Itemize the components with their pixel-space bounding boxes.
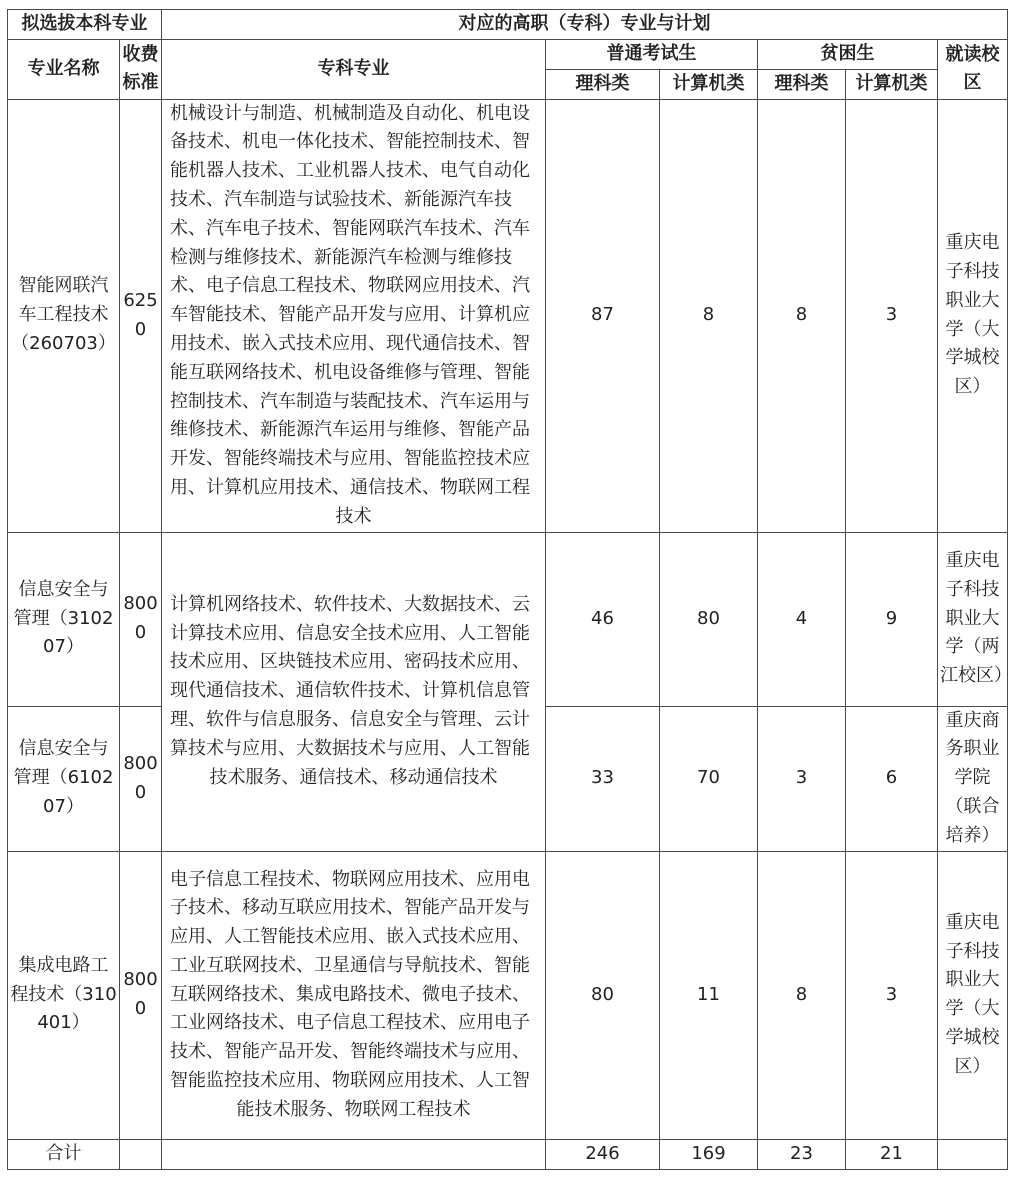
poor-science-count: 4 (758, 532, 846, 706)
total-campus-empty (938, 1139, 1008, 1169)
header-poor-science: 理科类 (758, 69, 846, 99)
header-regular-science: 理科类 (546, 69, 660, 99)
header-regular-computer: 计算机类 (660, 69, 758, 99)
header-vocational-plan-group: 对应的高职（专科）专业与计划 (162, 10, 1008, 40)
regular-science-count: 80 (546, 851, 660, 1139)
total-regular-science: 246 (546, 1139, 660, 1169)
poor-computer-count: 9 (846, 532, 938, 706)
regular-computer-count: 8 (660, 99, 758, 532)
total-label: 合计 (8, 1139, 120, 1169)
header-fee: 收费标准 (120, 40, 162, 100)
poor-computer-count: 3 (846, 99, 938, 532)
campus: 重庆电子科技职业大学（大学城校区） (938, 851, 1008, 1139)
campus: 重庆商务职业学院（联合培养） (938, 706, 1008, 851)
header-undergrad-major-group: 拟选拔本科专业 (8, 10, 162, 40)
specialty-list: 电子信息工程技术、物联网应用技术、应用电子技术、移动互联应用技术、智能产品开发与应用、人工智能技术应用、嵌入式技术应用、工业互联网技术、卫星通信与导航技术、智能互联网络技术、集成电路技术、微电子技术、工业网络技术、电子信息工程技术、应用电子技术、智能产品开发、智能终端技术与应用、智能监控技术应用、物联网应用技术、人工智能技术服务、物联网工程技术 (162, 851, 546, 1139)
total-poor-computer: 21 (846, 1139, 938, 1169)
total-fee-empty (120, 1139, 162, 1169)
enrollment-plan-table (7, 9, 1012, 1170)
fee: 8000 (120, 532, 162, 706)
specialty-list: 计算机网络技术、软件技术、大数据技术、云计算技术应用、信息安全技术应用、人工智能技术应用、区块链技术应用、密码技术应用、现代通信技术、通信软件技术、计算机信息管理、软件与信息服务、信息安全与管理、云计算技术与应用、大数据技术与应用、人工智能技术服务、通信技术、移动通信技术 (162, 532, 546, 851)
total-regular-computer: 169 (660, 1139, 758, 1169)
header-specialty: 专科专业 (162, 40, 546, 100)
total-row (8, 1139, 1008, 1169)
total-poor-science: 23 (758, 1139, 846, 1169)
table-row (8, 99, 1008, 532)
specialty-list: 机械设计与制造、机械制造及自动化、机电设备技术、机电一体化技术、智能控制技术、智能机器人技术、工业机器人技术、电气自动化技术、汽车制造与试验技术、新能源汽车技术、汽车电子技术、智能网联汽车技术、汽车检测与维修技术、新能源汽车检测与维修技术、电子信息工程技术、物联网应用技术、汽车智能技术、智能产品开发与应用、计算机应用技术、嵌入式技术应用、现代通信技术、智能互联网络技术、机电设备维修与管理、智能控制技术、汽车制造与装配技术、汽车运用与维修技术、新能源汽车运用与维修、智能产品开发、智能终端技术与应用、智能监控技术应用、计算机应用技术、通信技术、物联网工程技术 (162, 99, 546, 532)
major-name: 信息安全与管理（310207） (8, 532, 120, 706)
table-row (8, 532, 1008, 706)
regular-computer-count: 70 (660, 706, 758, 851)
fee: 8000 (120, 851, 162, 1139)
fee: 8000 (120, 706, 162, 851)
regular-computer-count: 80 (660, 532, 758, 706)
poor-science-count: 8 (758, 99, 846, 532)
poor-science-count: 8 (758, 851, 846, 1139)
header-major-name: 专业名称 (8, 40, 120, 100)
major-name: 集成电路工程技术（310401） (8, 851, 120, 1139)
poor-computer-count: 6 (846, 706, 938, 851)
major-name: 信息安全与管理（610207） (8, 706, 120, 851)
regular-computer-count: 11 (660, 851, 758, 1139)
campus: 重庆电子科技职业大学（大学城校区） (938, 99, 1008, 532)
regular-science-count: 33 (546, 706, 660, 851)
header-poor-computer: 计算机类 (846, 69, 938, 99)
fee: 6250 (120, 99, 162, 532)
poor-science-count: 3 (758, 706, 846, 851)
regular-science-count: 46 (546, 532, 660, 706)
total-specialty-empty (162, 1139, 546, 1169)
major-name: 智能网联汽车工程技术（260703） (8, 99, 120, 532)
header-poor-students: 贫困生 (758, 40, 938, 70)
poor-computer-count: 3 (846, 851, 938, 1139)
header-campus: 就读校区 (938, 40, 1008, 100)
table-row (8, 851, 1008, 1139)
campus: 重庆电子科技职业大学（两江校区） (938, 532, 1008, 706)
regular-science-count: 87 (546, 99, 660, 532)
header-regular-students: 普通考试生 (546, 40, 758, 70)
